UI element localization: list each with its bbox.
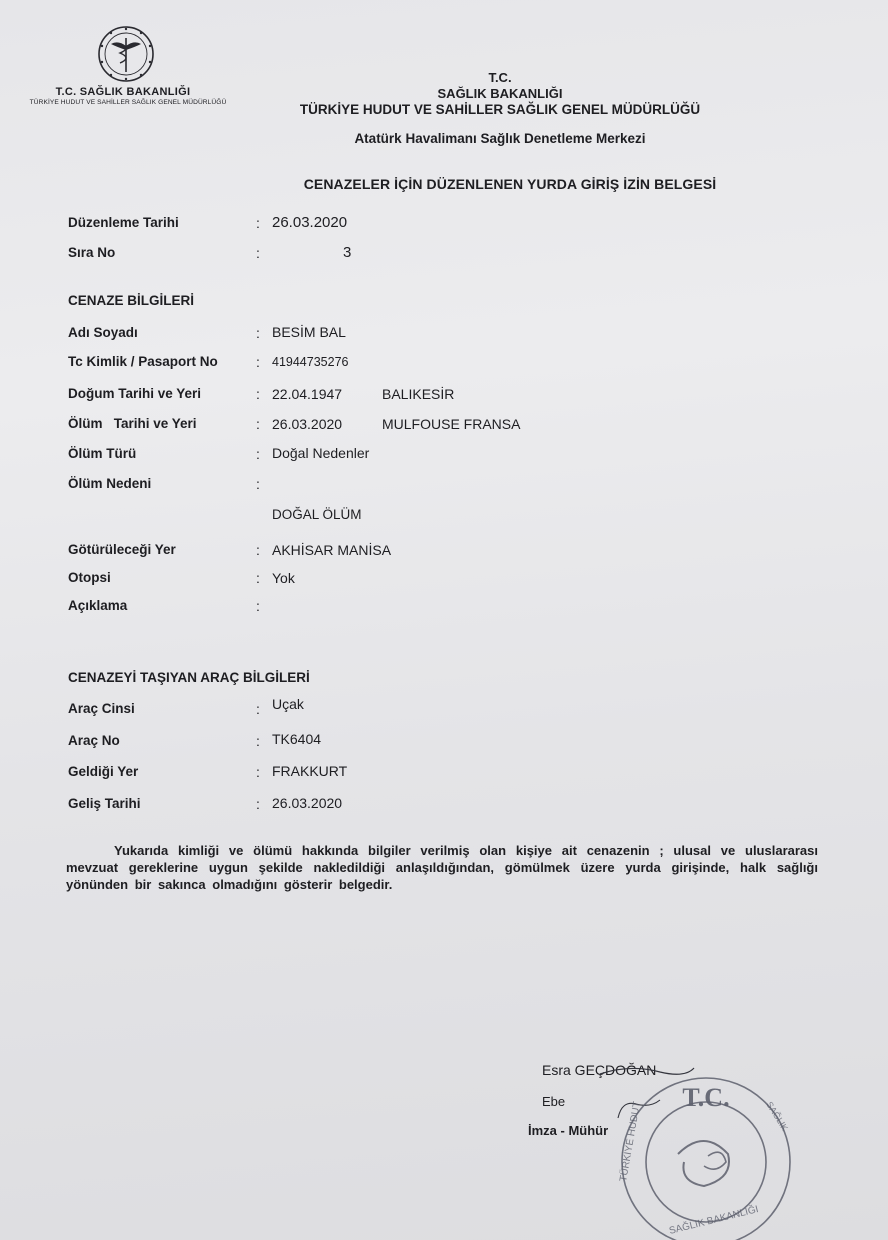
stamp-center-text: T.C. [682,1083,730,1112]
colon: : [256,764,260,780]
stamp-ring-text: SAĞLIK [764,1099,791,1133]
death-type-label: Ölüm Türü [68,446,137,461]
death-date-value: 26.03.2020 [272,416,343,432]
stamp-ring-text: SAĞLIK BAKANLIĞI [668,1204,760,1237]
vehicle-no-label: Araç No [68,733,120,748]
colon: : [256,701,260,717]
colon: : [256,325,260,341]
colon: : [256,570,260,586]
ministry-logo [96,24,156,84]
vehicle-no-value: TK6404 [272,731,322,747]
birth-label: Doğum Tarihi ve Yeri [68,386,202,401]
name-value: BESİM BAL [272,324,346,340]
origin-label: Geldiği Yer [68,764,139,779]
logo-ministry-subtitle: TÜRKİYE HUDUT VE SAHİLLER SAĞLIK GENEL MÜDÜRLÜĞÜ [29,99,227,106]
colon: : [256,245,260,261]
birth-place-value: BALIKESİR [382,386,455,402]
arrival-date-value: 26.03.2020 [272,795,343,811]
death-type-value: Doğal Nedenler [272,445,370,461]
stamp-ring-text: TÜRKİYE HUDUT [618,1100,644,1183]
colon: : [256,796,260,812]
vehicle-kind-label: Araç Cinsi [68,701,135,716]
vehicle-section-title: CENAZEYİ TAŞIYAN ARAÇ BİLGİLERİ [68,670,310,685]
colon: : [256,354,260,370]
sequence-no-value: 3 [343,244,352,261]
header-line-tc: T.C. [488,70,512,85]
destination-value: AKHİSAR MANİSA [272,542,392,558]
id-number-label: Tc Kimlik / Pasaport No [68,354,218,369]
origin-value: FRAKKURT [272,763,348,779]
destination-label: Götürüleceği Yer [68,542,176,557]
colon: : [256,542,260,558]
sequence-no-label: Sıra No [68,245,116,260]
logo-ministry-name: T.C. SAĞLIK BAKANLIĞI [55,86,191,98]
official-stamp [608,1062,798,1240]
header-line-center: Atatürk Havalimanı Sağlık Denetleme Merkezi [354,131,646,146]
death-cause-label: Ölüm Nedeni [68,476,152,491]
deceased-section-title: CENAZE BİLGİLERİ [68,293,195,308]
signature-seal-label: İmza - Mühür [528,1123,609,1138]
note-label: Açıklama [68,598,128,613]
signer-name: Esra GEÇDOĞAN [542,1062,657,1078]
death-place-value: MULFOUSE FRANSA [382,416,521,432]
issue-date-label: Düzenleme Tarihi [68,215,179,230]
autopsy-label: Otopsi [68,570,111,585]
colon: : [256,386,260,402]
header-line-directorate: TÜRKİYE HUDUT VE SAHİLLER SAĞLIK GENEL MÜDÜRLÜĞÜ [299,102,701,117]
name-label: Adı Soyadı [68,325,138,340]
issue-date-value: 26.03.2020 [272,214,348,231]
colon: : [256,598,260,614]
colon: : [256,215,260,231]
id-number-value: 41944735276 [272,355,349,369]
autopsy-value: Yok [272,570,295,586]
vehicle-kind-value: Uçak [272,696,304,712]
colon: : [256,446,260,462]
colon: : [256,416,260,432]
signer-role: Ebe [542,1094,566,1109]
death-label: Ölüm Tarihi ve Yeri [68,416,197,431]
arrival-date-label: Geliş Tarihi [68,796,141,811]
document-title: CENAZELER İÇİN DÜZENLENEN YURDA GİRİŞ İZİN BELGESİ [303,176,717,192]
header-line-ministry: SAĞLIK BAKANLIĞI [437,86,563,101]
death-cause-value: DOĞAL ÖLÜM [272,507,362,522]
statement-paragraph: Yukarıda kimliği ve ölümü hakkında bilgiler verilmiş olan kişiye ait cenazenin ; ulusal ve uluslararası mevzuat gereklerine uygun şekilde nakledildiği anlaşıldığından, gömülmek üzere yurda girişinde, halk sağlığı yönünden bir sakınca olmadığını gösterir belgedir. [66,843,818,892]
colon: : [256,476,260,492]
colon: : [256,733,260,749]
birth-date-value: 22.04.1947 [272,386,343,402]
